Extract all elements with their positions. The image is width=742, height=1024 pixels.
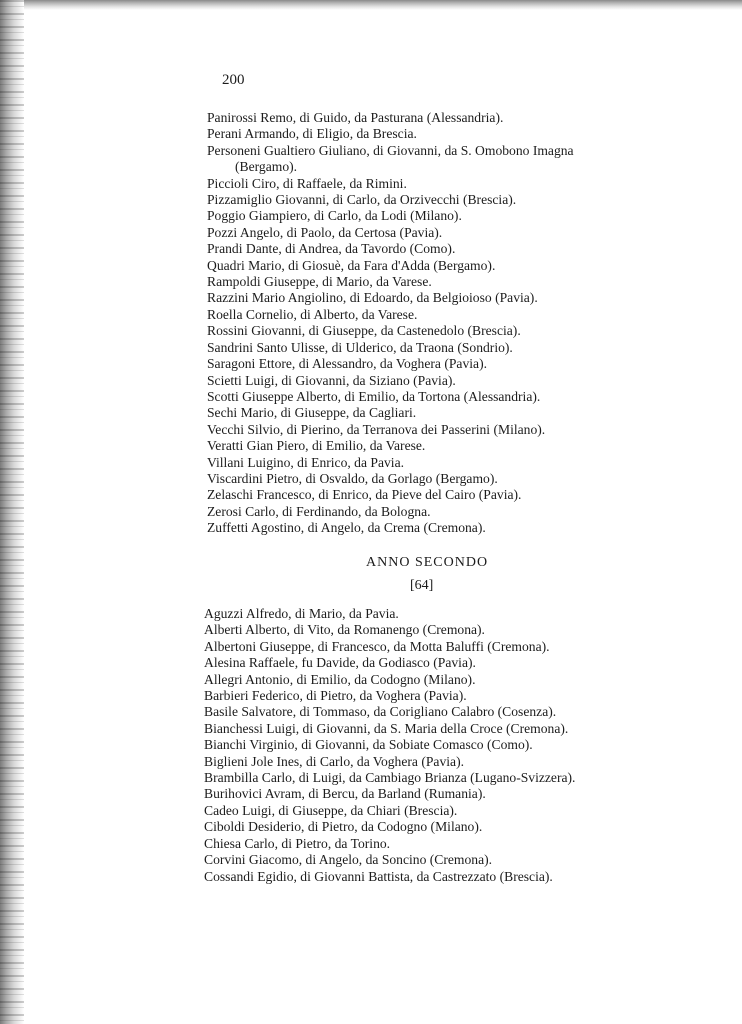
list-item: Alesina Raffaele, fu Davide, da Godiasco (Pavia).: [204, 655, 476, 671]
list-item: Poggio Giampiero, di Carlo, da Lodi (Milano).: [207, 208, 462, 224]
list-item: Barbieri Federico, di Pietro, da Voghera (Pavia).: [204, 688, 467, 704]
list-item: Burihovici Avram, di Bercu, da Barland (Rumania).: [204, 786, 486, 802]
list-item: Panirossi Remo, di Guido, da Pasturana (Alessandria).: [207, 110, 504, 125]
list-item: Sechi Mario, di Giuseppe, da Cagliari.: [207, 405, 417, 421]
list-item-text: Personeni Gualtiero Giuliano, di Giovanni, da S. Omobono Imagna: [207, 142, 574, 158]
list-item: Pozzi Angelo, di Paolo, da Certosa (Pavia).: [207, 224, 443, 240]
list-item: Rampoldi Giuseppe, di Mario, da Varese.: [207, 274, 432, 290]
list-item: Saragoni Ettore, di Alessandro, da Voghera (Pavia).: [207, 356, 487, 372]
list-item: Cossandi Egidio, di Giovanni Battista, da Castrezzato (Brescia).: [204, 868, 553, 884]
list-item: Corvini Giacomo, di Angelo, da Soncino (Cremona).: [204, 852, 493, 868]
page-top-shadow: [0, 0, 742, 10]
student-list-second: [204, 606, 575, 885]
list-item: Zerosi Carlo, di Ferdinando, da Bologna.: [207, 503, 431, 519]
list-item: Zelaschi Francesco, di Enrico, da Pieve del Cairo (Pavia).: [207, 487, 522, 503]
list-item: Ciboldi Desiderio, di Pietro, da Codogno (Milano).: [204, 819, 483, 835]
list-item: Razzini Mario Angiolino, di Edoardo, da Belgioioso (Pavia).: [207, 290, 538, 306]
list-item: [207, 143, 574, 176]
list-item: Bianchi Virginio, di Giovanni, da Sobiate Comasco (Como).: [204, 737, 533, 753]
list-item: Rossini Giovanni, di Giuseppe, da Castenedolo (Brescia).: [207, 323, 521, 339]
list-item: Biglieni Jole Ines, di Carlo, da Voghera (Pavia).: [204, 753, 464, 769]
list-item: Basile Salvatore, di Tommaso, da Corigliano Calabro (Cosenza).: [204, 704, 557, 720]
student-list-first: [207, 110, 574, 537]
list-item: Piccioli Ciro, di Raffaele, da Rimini.: [207, 175, 407, 191]
list-item: Viscardini Pietro, di Osvaldo, da Gorlago (Bergamo).: [207, 470, 498, 486]
list-item: Vecchi Silvio, di Pierino, da Terranova dei Passerini (Milano).: [207, 421, 546, 437]
list-item: Aguzzi Alfredo, di Mario, da Pavia.: [204, 606, 399, 621]
list-item: Roella Cornelio, di Alberto, da Varese.: [207, 306, 418, 322]
list-item: Sandrini Santo Ulisse, di Ulderico, da Traona (Sondrio).: [207, 339, 513, 355]
list-item: Alberti Alberto, di Vito, da Romanengo (Cremona).: [204, 622, 485, 638]
list-item: Perani Armando, di Eligio, da Brescia.: [207, 126, 417, 142]
list-item: Quadri Mario, di Giosuè, da Fara d'Adda (Bergamo).: [207, 257, 496, 273]
section-title: ANNO SECONDO: [366, 555, 489, 570]
list-item: Zuffetti Agostino, di Angelo, da Crema (Cremona).: [207, 520, 486, 536]
list-item: Brambilla Carlo, di Luigi, da Cambiago Brianza (Lugano-Svizzera).: [204, 770, 576, 786]
list-item-continuation: (Bergamo).: [235, 159, 298, 175]
list-item: Villani Luigino, di Enrico, da Pavia.: [207, 454, 405, 470]
section-number: [64]: [410, 578, 434, 593]
list-item: Scietti Luigi, di Giovanni, da Siziano (Pavia).: [207, 372, 456, 388]
list-item: Scotti Giuseppe Alberto, di Emilio, da Tortona (Alessandria).: [207, 388, 541, 404]
page-number: 200: [222, 72, 245, 88]
page-binding-edge: [0, 0, 24, 1024]
list-item: Pizzamiglio Giovanni, di Carlo, da Orzivecchi (Brescia).: [207, 192, 517, 208]
list-item: Allegri Antonio, di Emilio, da Codogno (Milano).: [204, 671, 476, 687]
list-item: Chiesa Carlo, di Pietro, da Torino.: [204, 835, 391, 851]
list-item: Cadeo Luigi, di Giuseppe, da Chiari (Brescia).: [204, 802, 458, 818]
list-item: Albertoni Giuseppe, di Francesco, da Motta Baluffi (Cremona).: [204, 638, 550, 654]
list-item: Prandi Dante, di Andrea, da Tavordo (Como).: [207, 241, 456, 257]
list-item: Bianchessi Luigi, di Giovanni, da S. Maria della Croce (Cremona).: [204, 720, 569, 736]
list-item: Veratti Gian Piero, di Emilio, da Varese.: [207, 438, 426, 454]
